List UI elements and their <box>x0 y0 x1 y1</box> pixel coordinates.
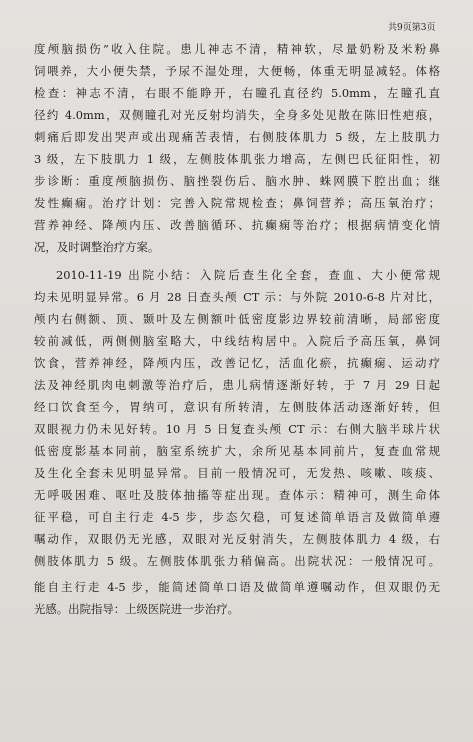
page-number: 共9页第3页 <box>388 23 436 33</box>
text-line: 无呼吸困难、呕吐及肢体抽搐等症出现。查体示：精神可，测生命体 <box>34 488 440 502</box>
text-line: 步诊断：重度颅脑损伤、脑挫裂伤后、脑水肿、蛛网膜下腔出血；继 <box>34 174 440 188</box>
text-line: 发性癫痫。治疗计划：完善入院常规检查；鼻饲营养；高压氧治疗； <box>34 196 440 210</box>
text-line: 经口饮食至今，胃纳可，意识有所转清，左侧肢体活动逐渐好转，但 <box>34 400 440 414</box>
text-line: 侧肢体肌力 5 级。左侧肢体肌张力稍偏高。出院状况：一般情况可。 <box>34 554 440 568</box>
text-line: 颅内右侧额、顶、颞叶及左侧额叶低密度影边界较前清晰，局部密度 <box>34 312 440 326</box>
text-line: 嘱动作，双眼仍无光感，双眼对光反射消失，左侧肢体肌力 4 级，右 <box>34 532 440 546</box>
text-line: 均未见明显异常。6 月 28 日查头颅 CT 示：与外院 2010-6-8 片对比， <box>34 290 440 304</box>
text-line: 况，及时调整治疗方案。 <box>34 240 160 254</box>
text-line: 法及神经肌肉电刺激等治疗后，患儿病情逐渐好转，于 7 月 29 日起 <box>34 378 440 392</box>
text-line: 营养神经、降颅内压、改善脑循环、抗癫痫等治疗；根据病情变化情 <box>34 218 440 232</box>
text-line: 光感。出院指导：上级医院进一步治疗。 <box>34 602 240 616</box>
text-line: 双眼视力仍未见好转。10 月 5 日复查头颅 CT 示：右侧大脑半球片状 <box>34 422 440 436</box>
text-line: 饲喂养，大小便失禁，予尿不湿处理，大便畅，体重无明显减轻。体格 <box>34 64 440 78</box>
text-line: 刺痛后即发出哭声或出现痛苦表情，右侧肢体肌力 5 级，左上肢肌力 <box>34 130 440 144</box>
text-line: 征平稳，可自主行走 4-5 步，步态欠稳，可复述简单语言及做简单遵 <box>34 510 440 524</box>
text-line: 度颅脑损伤”收入住院。患儿神志不清，精神软，尽量奶粉及米粉鼻 <box>34 42 440 56</box>
text-line: 饮食，营养神经，降颅内压，改善记忆，活血化瘀，抗癫痫、运动疗 <box>34 356 440 370</box>
text-line: 检查：神志不清，右眼不能睁开，右瞳孔直径约 5.0mm，左瞳孔直 <box>34 86 440 100</box>
text-line: 低密度影基本同前，脑室系统扩大，余所见基本同前片，复查血常规 <box>34 444 440 458</box>
text-line: 2010-11-19 出院小结：入院后查生化全套，查血、大小便常规 <box>56 268 440 282</box>
text-line: 径约 4.0mm，双侧瞳孔对光反射均消失，全身多处见散在陈旧性疤痕， <box>34 108 440 122</box>
text-line: 能自主行走 4-5 步，能简述简单口语及做简单遵嘱动作，但双眼仍无 <box>34 580 440 594</box>
text-line: 较前减低，两侧侧脑室略大，中线结构居中。入院后予高压氧，鼻饲 <box>34 334 440 348</box>
text-line: 及生化全套未见明显异常。目前一般情况可，无发热、咳嗽、咳痰、 <box>34 466 440 480</box>
text-line: 3 级，左下肢肌力 1 级，左侧肢体肌张力增高，左侧巴氏征阳性，初 <box>34 152 440 166</box>
